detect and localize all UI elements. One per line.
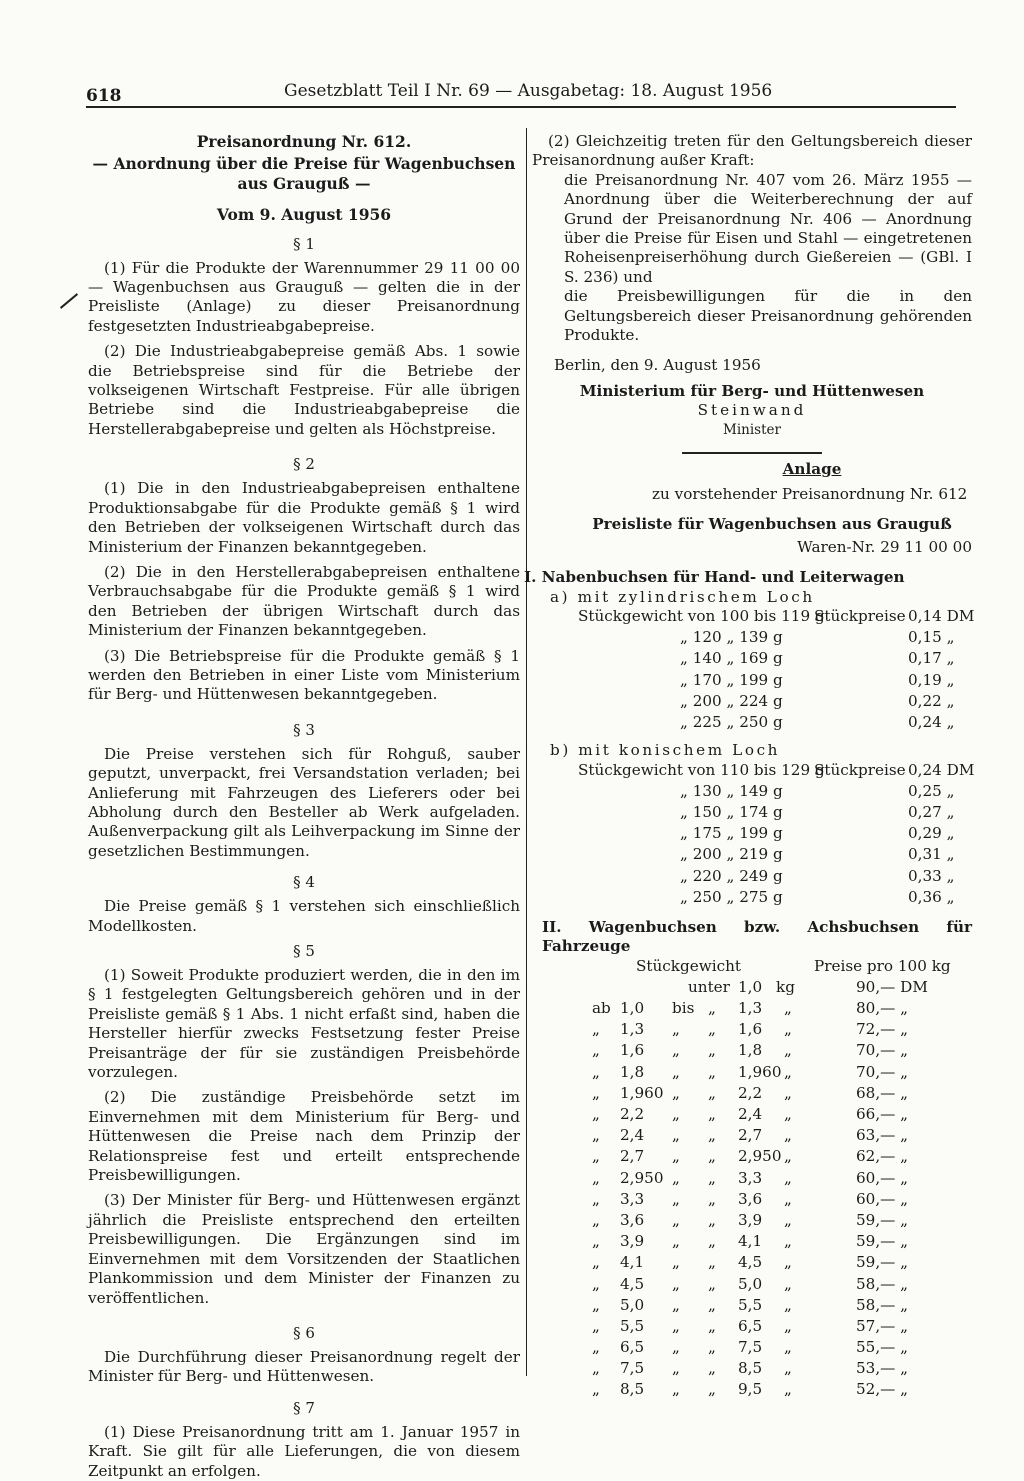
unit-ditto: „ — [784, 1295, 792, 1314]
ordinance-date: Vom 9. August 1956 — [216, 205, 392, 225]
unit-price: 0,29 „ — [908, 824, 955, 843]
from-value: 1,6 — [620, 1041, 645, 1060]
unit-price: 0,36 „ — [908, 887, 955, 906]
table-row — [532, 1147, 972, 1168]
price-per-100kg: 62,— „ — [856, 1147, 909, 1166]
section-Ia-heading: a) mit zylindrischem Loch — [550, 587, 815, 606]
unit-ditto: „ — [784, 1210, 792, 1229]
ordinance-title: Preisanordnung Nr. 612. — [196, 132, 412, 151]
section-7-heading: § 7 — [293, 1398, 315, 1417]
weight-range: „ 250 „ 275 g — [680, 887, 783, 906]
from-prefix: „ — [592, 1083, 600, 1102]
ditto-mark: „ — [708, 1316, 716, 1335]
unit-ditto: „ — [784, 1316, 792, 1335]
price-row — [532, 782, 972, 803]
from-prefix: „ — [592, 1232, 600, 1251]
table-row — [532, 1211, 972, 1232]
table-row — [532, 1041, 972, 1062]
price-per-100kg: 59,— „ — [856, 1232, 909, 1251]
price-per-100kg: 53,— „ — [856, 1359, 909, 1378]
price-row — [532, 824, 972, 845]
section-5-para-3: (3) Der Minister für Berg- und Hüttenwesen ergänzt jährlich die Preisliste entsprechend den erteilten Preisbewilligungen. Die Ergänzungen sind im Einvernehmen mit dem Vorsitzenden der Staatlichen Plankommission und dem Minister der Finanzen zu veröffentlichen. — [88, 1191, 520, 1307]
from-prefix: „ — [592, 1253, 600, 1272]
repealed-item-2: die Preisbewilligungen für die in den Geltungsbereich dieser Preisanordnung gehörenden Produkte. — [564, 287, 972, 345]
section-II-heading: II. Wagenbuchsen bzw. Achsbuchsen für Fahrzeuge — [542, 917, 972, 956]
ditto-mark: „ — [708, 1232, 716, 1251]
margin-mark — [60, 293, 78, 309]
section-2-heading: § 2 — [293, 455, 315, 474]
ditto-mark: „ — [708, 1359, 716, 1378]
to-value: 7,5 — [738, 1338, 763, 1357]
price-row — [532, 628, 972, 649]
to-label: „ — [672, 1105, 680, 1123]
to-value: 4,1 — [738, 1232, 763, 1251]
price-row — [532, 692, 972, 713]
unit-ditto: „ — [784, 1062, 792, 1081]
annex-subtitle: zu vorstehender Preisanordnung Nr. 612 — [652, 485, 968, 503]
from-value: 4,1 — [620, 1253, 645, 1272]
unit-ditto: „ — [784, 1126, 792, 1145]
from-value: 2,950 — [620, 1168, 664, 1187]
from-prefix: „ — [592, 1189, 600, 1208]
section-3-para-1: Die Preise verstehen sich für Rohguß, sauber geputzt, unverpackt, frei Versandstation verladen; bei Anlieferung mit Fahrzeugen des Lieferers oder bei Abholung durch den Besteller ab Werk aufgeladen. Außenverpackung gilt als Leihverpackung im Sinne der gesetzlichen Bestimmungen. — [88, 744, 520, 860]
weight-range: „ 170 „ 199 g — [680, 670, 783, 689]
to-value: 1,3 — [738, 999, 763, 1018]
from-value: 2,7 — [620, 1147, 645, 1166]
weight-range: „ 120 „ 139 g — [680, 628, 783, 647]
repealed-item-1: die Preisanordnung Nr. 407 vom 26. März 1955 — Anordnung über die Weiterberechnung der auf Grund der Preisanordnung Nr. 406 — Anordnung über die Preise für Eisen und Stahl — eingetretenen Roheisenpreiserhöhung durch Gießereien — (GBl. I S. 236) und — [564, 170, 972, 286]
to-label: „ — [672, 1253, 680, 1272]
from-value: 3,6 — [620, 1210, 645, 1229]
unit-ditto: „ — [784, 1020, 792, 1039]
from-prefix: „ — [592, 1126, 600, 1145]
from-value: 1,3 — [620, 1020, 645, 1039]
to-label: „ — [672, 1338, 680, 1357]
weight-range: Stückgewicht von 100 bis 119 g — [578, 607, 825, 626]
ditto-mark: „ — [708, 1295, 716, 1314]
ditto-mark: „ — [708, 1020, 716, 1039]
section-3-heading: § 3 — [293, 720, 315, 739]
to-label: „ — [672, 1316, 680, 1335]
under-label: unter — [688, 977, 730, 996]
under-value: 1,0 — [738, 977, 763, 996]
unit-ditto: „ — [784, 1253, 792, 1272]
section-7-para-1: (1) Diese Preisanordnung tritt am 1. Januar 1957 in Kraft. Sie gilt für alle Lieferungen, die von diesem Zeitpunkt an erfolgen. — [88, 1422, 520, 1480]
unit-ditto: „ — [784, 1380, 792, 1399]
ministry-name: Ministerium für Berg- und Hüttenwesen — [579, 381, 925, 400]
running-title: Gesetzblatt Teil I Nr. 69 — Ausgabetag: 18. August 1956 — [284, 81, 773, 101]
price-per-100kg: 60,— „ — [856, 1189, 909, 1208]
column-divider — [526, 128, 527, 1376]
unit-ditto: „ — [784, 1083, 792, 1102]
table-row — [532, 1126, 972, 1147]
unit-ditto: „ — [784, 1105, 792, 1123]
from-value: 1,960 — [620, 1083, 664, 1102]
to-label: „ — [672, 1062, 680, 1081]
price-row — [532, 845, 972, 866]
ditto-mark: „ — [708, 1253, 716, 1272]
ditto-mark: „ — [708, 1338, 716, 1357]
section-5-para-1: (1) Soweit Produkte produziert werden, die in den im § 1 festgelegten Geltungsbereich gehören und in der Preisliste gemäß § 1 Abs. 1 nicht erfaßt sind, haben die Hersteller hierfür zwecks Festsetzung fester Preise Preisanträge der für sie zuständigen Preisbehörde vorzulegen. — [88, 966, 520, 1082]
from-prefix: „ — [592, 1295, 600, 1314]
table-row — [532, 1084, 972, 1105]
to-label: „ — [672, 1168, 680, 1187]
unit-ditto: „ — [784, 999, 792, 1018]
price-per-100kg: 60,— „ — [856, 1168, 909, 1187]
table-row — [532, 1190, 972, 1211]
page-number: 618 — [86, 86, 122, 106]
weight-header: Stückgewicht — [636, 956, 741, 975]
to-label: „ — [672, 1210, 680, 1229]
unit-price: 0,17 „ — [908, 649, 955, 668]
table-row — [532, 1020, 972, 1041]
to-label: „ — [672, 1020, 680, 1039]
signer-role: Minister — [723, 421, 781, 438]
place-date: Berlin, den 9. August 1956 — [554, 356, 761, 375]
table-row — [532, 1105, 972, 1126]
unit-price: 0,24 „ — [908, 712, 955, 731]
weight-range: „ 225 „ 250 g — [680, 712, 783, 731]
table-row — [532, 1380, 972, 1401]
table-row — [532, 1232, 972, 1253]
section-6-para-1: Die Durchführung dieser Preisanordnung regelt der Minister für Berg- und Hüttenwesen. — [88, 1347, 520, 1386]
unit-ditto: „ — [784, 1147, 792, 1166]
table-row — [532, 1359, 972, 1380]
to-label: „ — [672, 1126, 680, 1145]
from-prefix: „ — [592, 1338, 600, 1357]
unit-ditto: „ — [784, 1232, 792, 1251]
under-price: 90,— DM — [856, 977, 928, 996]
section-7-para-2-intro: (2) Gleichzeitig treten für den Geltungsbereich dieser Preisanordnung außer Kraft: — [532, 132, 972, 170]
unit-price: 0,25 „ — [908, 781, 955, 800]
to-value: 3,9 — [738, 1210, 763, 1229]
price-per-100kg: 72,— „ — [856, 1020, 909, 1039]
ditto-mark: „ — [708, 1105, 716, 1123]
price-list-title: Preisliste für Wagenbuchsen aus Grauguß — [592, 515, 952, 534]
price-per-100kg: 59,— „ — [856, 1210, 909, 1229]
unit-price: 0,27 „ — [908, 802, 955, 821]
price-per-100kg: 70,— „ — [856, 1041, 909, 1060]
price-row — [532, 888, 972, 909]
ditto-mark: „ — [708, 1041, 716, 1060]
to-value: 3,3 — [738, 1168, 763, 1187]
to-label: „ — [672, 1274, 680, 1293]
price-per-100kg: 66,— „ — [856, 1105, 909, 1123]
ditto-mark: „ — [708, 1380, 716, 1399]
unit-ditto: „ — [784, 1359, 792, 1378]
to-value: 8,5 — [738, 1359, 763, 1378]
from-prefix: „ — [592, 1020, 600, 1039]
from-value: 2,2 — [620, 1105, 645, 1123]
price-header: Preise pro 100 kg — [814, 956, 951, 975]
unit-price: 0,19 „ — [908, 670, 955, 689]
left-column — [88, 132, 520, 1481]
weight-range: „ 220 „ 249 g — [680, 866, 783, 885]
to-value: 4,5 — [738, 1253, 763, 1272]
to-label: „ — [672, 1041, 680, 1060]
price-row — [532, 760, 975, 782]
unit-price: 0,31 „ — [908, 845, 955, 864]
section-2-para-3: (3) Die Betriebspreise für die Produkte gemäß § 1 werden den Betrieben in einer Liste vom Ministerium für Berg- und Hüttenwesen bekanntgegeben. — [88, 646, 520, 704]
header-rule — [86, 106, 956, 108]
to-value: 9,5 — [738, 1380, 763, 1399]
from-value: 2,4 — [620, 1126, 645, 1145]
signature-rule — [682, 452, 822, 454]
to-label: „ — [672, 1083, 680, 1102]
from-value: 5,5 — [620, 1316, 645, 1335]
unit-ditto: „ — [784, 1041, 792, 1060]
to-label: „ — [672, 1189, 680, 1208]
price-row — [532, 867, 972, 888]
unit-price: 0,24 DM — [908, 760, 975, 779]
price-per-100kg: 68,— „ — [856, 1083, 909, 1102]
price-per-100kg: 63,— „ — [856, 1126, 909, 1145]
from-value: 7,5 — [620, 1359, 645, 1378]
from-prefix: ab — [592, 999, 611, 1018]
ware-number: Waren-Nr. 29 11 00 00 — [797, 537, 972, 556]
price-per-100kg: 59,— „ — [856, 1253, 909, 1272]
price-per-100kg: 58,— „ — [856, 1274, 909, 1293]
to-label: „ — [672, 1147, 680, 1166]
section-I-heading: I. Nabenbuchsen für Hand- und Leiterwagen — [524, 568, 905, 587]
section-1-para-1: (1) Für die Produkte der Warennummer 29 11 00 00 — Wagenbuchsen aus Grauguß — gelten die in der Preisliste (Anlage) zu dieser Preisanordnung festgesetzten Industrieabgabepreise. — [88, 258, 520, 335]
from-value: 3,3 — [620, 1189, 645, 1208]
section-1-para-2: (2) Die Industrieabgabepreise gemäß Abs. 1 sowie die Betriebspreise sind für die Betriebe der volkseigenen Wirtschaft Festpreise. Für alle übrigen Betriebe sind die Industrieabgabepreise die Herstellerabgabepreise und gelten als Höchstpreise. — [88, 342, 520, 438]
under-unit: kg — [776, 977, 795, 996]
price-per-100kg: 55,— „ — [856, 1338, 909, 1357]
to-value: 3,6 — [738, 1189, 763, 1208]
section-Ib-table — [532, 760, 975, 909]
section-5-heading: § 5 — [293, 942, 315, 960]
price-row — [532, 713, 972, 734]
from-prefix: „ — [592, 1105, 600, 1123]
section-1-heading: § 1 — [293, 234, 315, 253]
ditto-mark: „ — [708, 999, 716, 1018]
ditto-mark: „ — [708, 1083, 716, 1102]
from-prefix: „ — [592, 1316, 600, 1335]
from-prefix: „ — [592, 1380, 600, 1399]
table-row — [532, 1317, 972, 1338]
price-per-100kg: 52,— „ — [856, 1380, 909, 1399]
price-label: Stückpreise — [814, 760, 906, 779]
to-value: 5,5 — [738, 1295, 763, 1314]
section-Ib-heading: b) mit konischem Loch — [550, 741, 781, 760]
weight-range: „ 130 „ 149 g — [680, 781, 783, 800]
from-value: 4,5 — [620, 1274, 645, 1293]
table-row — [532, 1275, 972, 1296]
from-prefix: „ — [592, 1041, 600, 1060]
ditto-mark: „ — [708, 1210, 716, 1229]
to-value: 2,7 — [738, 1126, 763, 1145]
from-value: 5,0 — [620, 1295, 645, 1314]
ordinance-subtitle-2: aus Grauguß — — [237, 173, 371, 193]
price-row — [532, 649, 972, 670]
section-4-heading: § 4 — [293, 873, 315, 892]
unit-price: 0,22 „ — [908, 691, 955, 710]
from-value: 6,5 — [620, 1338, 645, 1357]
price-per-100kg: 80,— „ — [856, 999, 909, 1018]
from-prefix: „ — [592, 1168, 600, 1187]
from-prefix: „ — [592, 1210, 600, 1229]
price-row — [532, 607, 975, 628]
ditto-mark: „ — [708, 1062, 716, 1081]
weight-range: Stückgewicht von 110 bis 129 g — [578, 760, 825, 779]
table-row — [532, 1338, 972, 1359]
to-value: 2,2 — [738, 1083, 763, 1102]
from-prefix: „ — [592, 1147, 600, 1166]
section-II-header — [532, 957, 972, 978]
price-per-100kg: 70,— „ — [856, 1062, 909, 1081]
unit-price: 0,14 DM — [908, 607, 975, 626]
to-label: „ — [672, 1232, 680, 1251]
weight-range: „ 200 „ 224 g — [680, 691, 783, 710]
table-row — [532, 1296, 972, 1317]
from-value: 1,8 — [620, 1062, 645, 1081]
section-Ia-table — [532, 607, 975, 734]
unit-ditto: „ — [784, 1189, 792, 1208]
unit-price: 0,33 „ — [908, 866, 955, 885]
to-label: „ — [672, 1359, 680, 1378]
unit-ditto: „ — [784, 1338, 792, 1357]
to-value: 2,4 — [738, 1105, 763, 1123]
annex-title-text: Anlage — [782, 459, 842, 478]
unit-ditto: „ — [784, 1274, 792, 1293]
from-prefix: „ — [592, 1062, 600, 1081]
section-6-heading: § 6 — [293, 1323, 315, 1342]
weight-range: „ 150 „ 174 g — [680, 802, 783, 821]
from-value: 8,5 — [620, 1380, 645, 1399]
table-row — [532, 1169, 972, 1190]
from-prefix: „ — [592, 1274, 600, 1293]
ditto-mark: „ — [708, 1274, 716, 1293]
unit-price: 0,15 „ — [908, 628, 955, 647]
to-value: 1,960 — [738, 1062, 782, 1081]
to-label: „ — [672, 1380, 680, 1399]
weight-range: „ 200 „ 219 g — [680, 845, 783, 864]
ditto-mark: „ — [708, 1147, 716, 1166]
from-value: 3,9 — [620, 1232, 645, 1251]
to-value: 5,0 — [738, 1274, 763, 1293]
ordinance-subtitle-1: — Anordnung über die Preise für Wagenbuchsen — [92, 154, 516, 174]
table-row — [532, 1063, 972, 1084]
section-4-para-1: Die Preise gemäß § 1 verstehen sich einschließlich Modellkosten. — [88, 897, 520, 935]
to-label: bis — [672, 999, 695, 1018]
section-2-para-2: (2) Die in den Herstellerabgabepreisen enthaltene Verbrauchsabgabe für die Produkte gemäß § 1 wird den Betrieben der übrigen Wirtschaft durch das Ministerium der Finanzen bekanntgegeben. — [88, 562, 520, 640]
ditto-mark: „ — [708, 1189, 716, 1208]
ditto-mark: „ — [708, 1168, 716, 1187]
to-value: 1,8 — [738, 1041, 763, 1060]
to-value: 2,950 — [738, 1147, 782, 1166]
section-2-para-1: (1) Die in den Industrieabgabepreisen enthaltene Produktionsabgabe für die Produkte gemäß § 1 wird den Betrieben der volkseigenen Wirtschaft durch das Ministerium der Finanzen bekanntgegeben. — [88, 479, 520, 556]
price-per-100kg: 57,— „ — [856, 1316, 909, 1335]
signer-name: Steinwand — [697, 401, 807, 420]
unit-ditto: „ — [784, 1168, 792, 1187]
weight-range: „ 140 „ 169 g — [680, 649, 783, 668]
from-value: 1,0 — [620, 999, 645, 1018]
section-5-para-2: (2) Die zuständige Preisbehörde setzt im Einvernehmen mit dem Ministerium für Berg- und Hüttenwesen die Preise nach dem Prinzip der Relationspreise fest und erteilt entsprechende Preisbewilligungen. — [88, 1088, 520, 1185]
price-label: Stückpreise — [814, 607, 906, 626]
right-column — [524, 132, 975, 1402]
weight-range: „ 175 „ 199 g — [680, 824, 783, 843]
section-II-table — [532, 999, 972, 1402]
price-per-100kg: 58,— „ — [856, 1295, 909, 1314]
to-label: „ — [672, 1295, 680, 1314]
section-II-first-row — [532, 978, 972, 999]
table-row — [532, 999, 972, 1020]
price-row — [532, 671, 972, 692]
price-row — [532, 803, 972, 824]
to-value: 1,6 — [738, 1020, 763, 1039]
to-value: 6,5 — [738, 1316, 763, 1335]
annex-title — [652, 460, 972, 479]
from-prefix: „ — [592, 1359, 600, 1378]
ditto-mark: „ — [708, 1126, 716, 1145]
table-row — [532, 1253, 972, 1274]
